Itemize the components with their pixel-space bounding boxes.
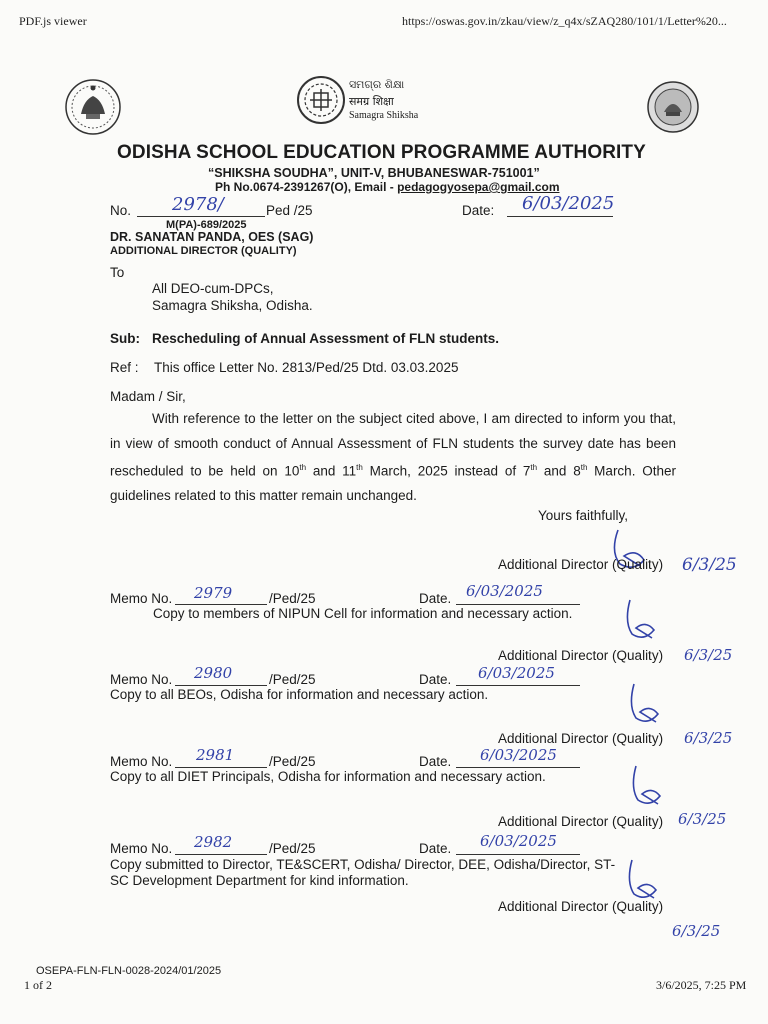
date-label: Date:: [462, 203, 495, 218]
memo-date-label: Date.: [419, 754, 452, 769]
sup-th-3: th: [530, 463, 538, 472]
no-label: No.: [110, 203, 132, 218]
memo-label: Memo No.: [110, 591, 173, 606]
ref-text: This office Letter No. 2813/Ped/25 Dtd. 03.03.2025: [154, 360, 459, 375]
letter-date-handwritten: 6/03/2025: [522, 193, 615, 214]
memo-suffix: /Ped/25: [269, 591, 316, 606]
letter-no-handwritten: 2978/: [172, 194, 224, 215]
memo-copy-text: Copy to all BEOs, Odisha for information and necessary action.: [110, 687, 489, 702]
department-seal-icon: [646, 80, 700, 134]
signature-icon: [622, 680, 682, 736]
memo-signatory: Additional Director (Quality): [498, 731, 664, 746]
no-suffix: Ped /25: [266, 203, 313, 218]
memo-suffix: /Ped/25: [269, 841, 316, 856]
body-part2: March, 2025 instead of 7: [362, 463, 531, 479]
sender-designation: ADDITIONAL DIRECTOR (QUALITY): [110, 245, 297, 257]
recipient-line2: Samagra Shiksha, Odisha.: [152, 298, 313, 313]
memo-number: 2979: [194, 584, 233, 602]
file-ref: M(PA)-689/2025: [166, 219, 247, 231]
date-underline: [507, 216, 613, 217]
memo-date: 6/03/2025: [478, 664, 555, 682]
logo-text-english: Samagra Shiksha: [349, 110, 419, 121]
memo-copy-text: Copy to all DIET Principals, Odisha for information and necessary action.: [110, 769, 546, 784]
logo-text-hindi: समग्र शिक्षा: [349, 95, 394, 108]
ref-label: Ref :: [110, 360, 139, 375]
memo-underline: [175, 767, 267, 768]
memo-sign-date: 6/3/25: [684, 729, 733, 747]
closing: Yours faithfully,: [538, 508, 629, 523]
memo-date: 6/03/2025: [480, 832, 557, 850]
memo-suffix: /Ped/25: [269, 754, 316, 769]
memo-sign-date: 6/3/25: [672, 922, 721, 940]
salutation: Madam / Sir,: [110, 389, 186, 404]
to-label: To: [110, 265, 125, 280]
sender-name: DR. SANATAN PANDA, OES (SAG): [110, 230, 314, 244]
viewer-url: https://oswas.gov.in/zkau/view/z_q4x/sZAQ280/101/1/Letter%20...: [402, 14, 727, 28]
email-text: pedagogyosepa@gmail.com: [397, 180, 560, 194]
print-time: 3/6/2025, 7:25 PM: [656, 978, 747, 992]
memo-label: Memo No.: [110, 672, 173, 687]
memo-date-label: Date.: [419, 841, 452, 856]
body-part1: With reference to the letter on the subject cited above, I am directed to inform you that, in view of smooth conduct of Annual Assessment of FLN students the survey date has been rescheduled to be held on 10: [110, 411, 676, 479]
body-paragraph: [110, 407, 676, 509]
signature-icon: [618, 596, 678, 652]
body-part3: March. Other guidelines related to this matter remain unchanged.: [110, 463, 677, 503]
memo-sign-date: 6/3/25: [678, 810, 727, 828]
recipient-line1: All DEO-cum-DPCs,: [152, 281, 274, 296]
sup-th-1: th: [299, 463, 307, 472]
logo-text-odia: ସମଗ୍ର ଶିକ୍ଷା: [349, 78, 405, 91]
signatory-main: Additional Director (Quality): [498, 557, 664, 572]
phone-text: Ph No.0674-2391267(O), Email -: [215, 180, 398, 194]
memo-copy-text-line1: Copy submitted to Director, TE&SCERT, Odisha/ Director, DEE, Odisha/Director, ST-: [110, 857, 616, 872]
memo-date-underline: [456, 854, 580, 855]
memo-number: 2982: [194, 833, 233, 851]
body-and: and 11: [306, 463, 357, 479]
memo-date-underline: [456, 604, 580, 605]
org-name: ODISHA SCHOOL EDUCATION PROGRAMME AUTHORITY: [117, 142, 646, 163]
subject-text: Rescheduling of Annual Assessment of FLN students.: [152, 331, 500, 346]
odisha-emblem-icon: [64, 78, 122, 136]
memo-date-label: Date.: [419, 591, 452, 606]
doc-code: OSEPA-FLN-FLN-0028-2024/01/2025: [36, 965, 222, 977]
sign-date-main: 6/3/25: [682, 555, 737, 575]
memo-sign-date: 6/3/25: [684, 646, 733, 664]
memo-signatory: Additional Director (Quality): [498, 814, 664, 829]
memo-signatory: Additional Director (Quality): [498, 899, 664, 914]
samagra-shiksha-logo-icon: [296, 75, 346, 125]
sup-th-2: th: [356, 463, 363, 472]
memo-underline: [175, 854, 267, 855]
memo-underline: [175, 685, 267, 686]
signature-icon: [624, 762, 684, 818]
memo-date: 6/03/2025: [466, 582, 543, 600]
memo-signatory: Additional Director (Quality): [498, 648, 664, 663]
no-underline: [137, 216, 265, 217]
memo-label: Memo No.: [110, 841, 173, 856]
memo-date-label: Date.: [419, 672, 452, 687]
sup-th-4: th: [580, 463, 588, 472]
signature-icon: [600, 522, 670, 582]
memo-suffix: /Ped/25: [269, 672, 316, 687]
memo-date-underline: [456, 767, 580, 768]
memo-number: 2980: [194, 664, 233, 682]
memo-copy-text-line2: SC Development Department for kind information.: [110, 873, 409, 888]
memo-copy-text: Copy to members of NIPUN Cell for information and necessary action.: [153, 606, 573, 621]
org-address: “SHIKSHA SOUDHA”, UNIT-V, BHUBANESWAR-751001”: [208, 166, 540, 180]
memo-label: Memo No.: [110, 754, 173, 769]
org-contact: [215, 180, 560, 194]
viewer-title: PDF.js viewer: [19, 14, 87, 28]
body-and2: and 8: [537, 463, 581, 479]
memo-date: 6/03/2025: [480, 746, 557, 764]
memo-date-underline: [456, 685, 580, 686]
memo-number: 2981: [196, 746, 235, 764]
subject-label: Sub:: [110, 331, 140, 346]
page-indicator: 1 of 2: [24, 978, 52, 992]
memo-underline: [175, 604, 267, 605]
